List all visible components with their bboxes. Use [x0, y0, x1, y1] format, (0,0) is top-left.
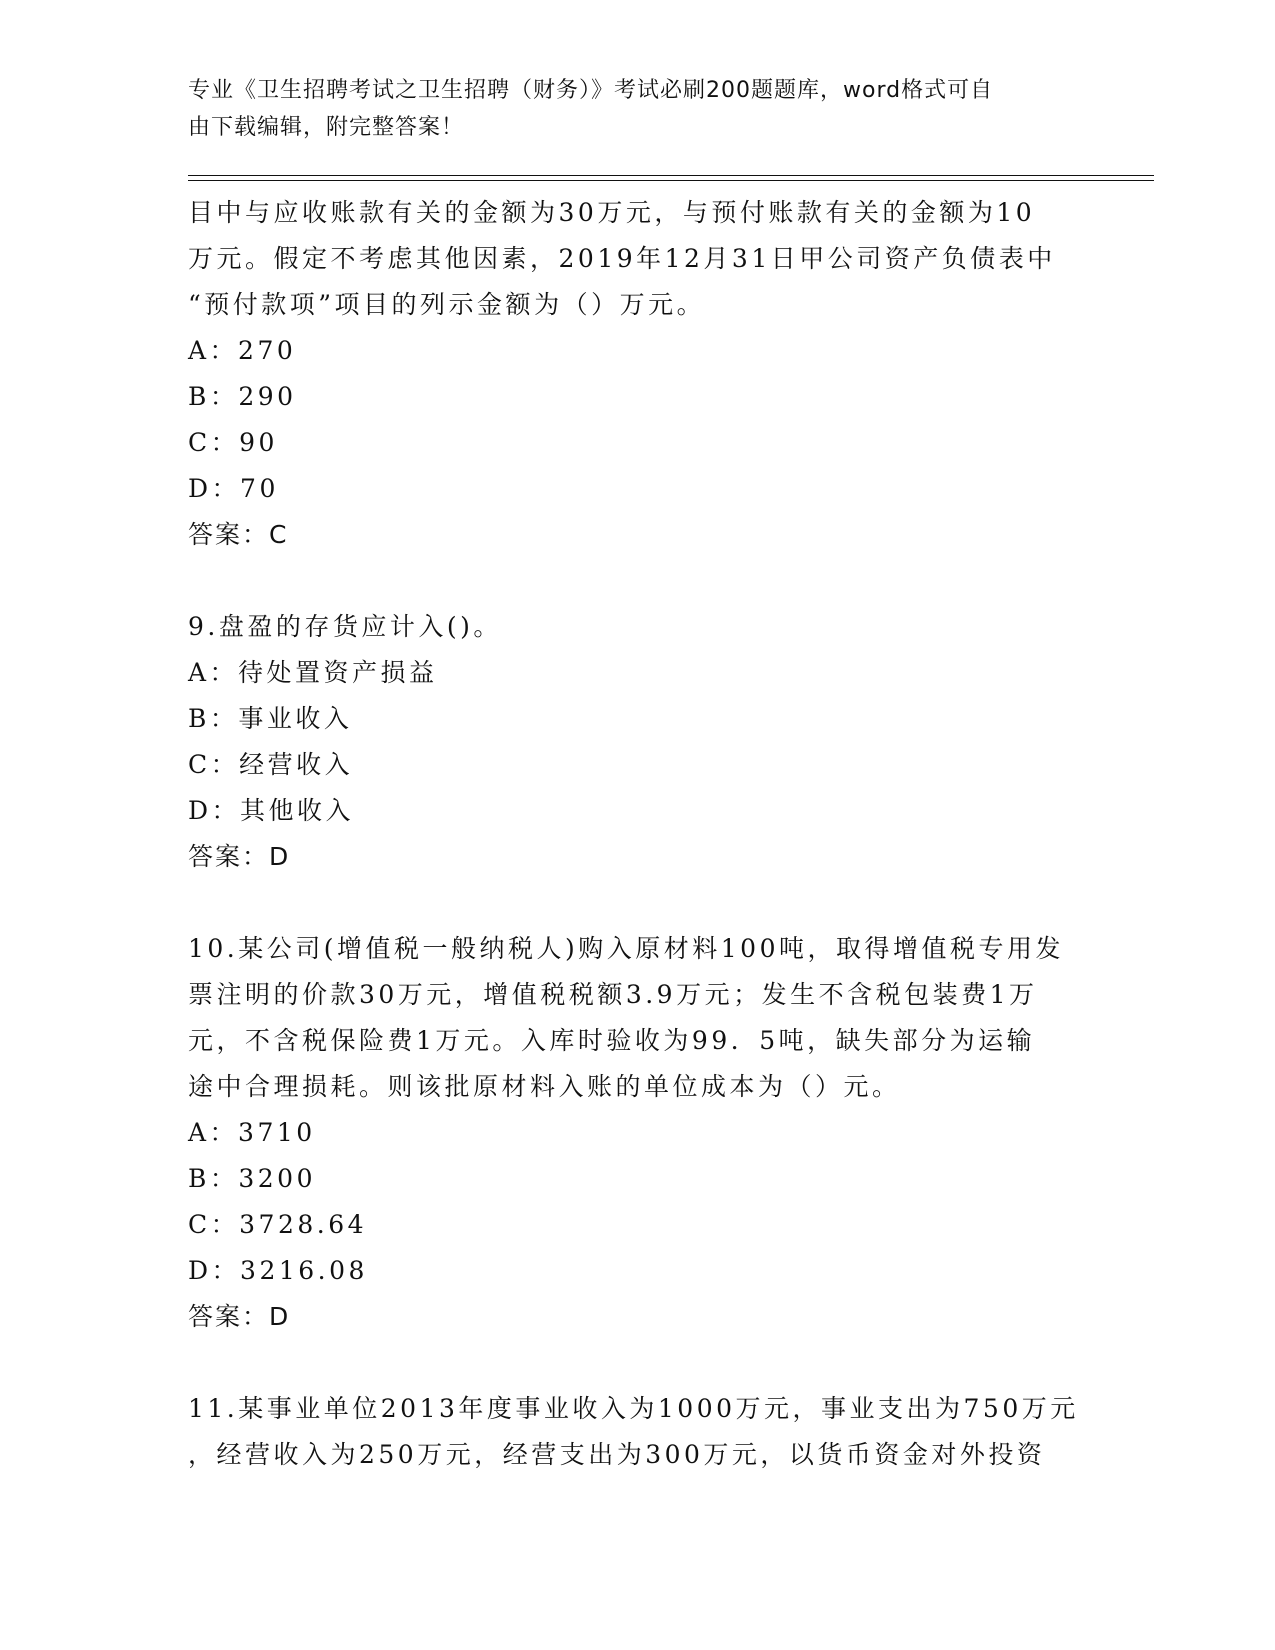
header-line-2: 由下载编辑，附完整答案！ [188, 115, 465, 140]
header-divider-bottom [188, 180, 1154, 181]
question-stem-line: 目中与应收账款有关的金额为30万元，与预付账款有关的金额为10 [188, 198, 1036, 227]
answer-label: 答案：C [188, 520, 289, 549]
answer-label: 答案：D [188, 842, 291, 871]
question-stem-line: 元，不含税保险费1万元。入库时验收为99．5吨，缺失部分为运输 [188, 1026, 1036, 1055]
question-10 [188, 926, 1088, 1340]
document-body [188, 190, 1088, 1478]
option-a: A：待处置资产损益 [188, 658, 438, 687]
option-d: D：3216.08 [188, 1256, 368, 1285]
header-line-1: 专业《卫生招聘考试之卫生招聘（财务）》考试必刷200题题库，word格式可自 [188, 78, 994, 103]
question-stem-line: ，经营收入为250万元，经营支出为300万元，以货币资金对外投资 [188, 1440, 1046, 1469]
header-divider-top [188, 175, 1154, 176]
spacer [188, 880, 1088, 926]
question-stem-line: 途中合理损耗。则该批原材料入账的单位成本为（）元。 [188, 1072, 901, 1101]
option-a: A：3710 [188, 1118, 316, 1147]
option-c: C：90 [188, 428, 278, 457]
option-a: A：270 [188, 336, 297, 365]
option-d: D：70 [188, 474, 279, 503]
option-d: D：其他收入 [188, 796, 355, 825]
option-b: B：290 [188, 382, 297, 411]
answer-label: 答案：D [188, 1302, 291, 1331]
question-9 [188, 604, 1088, 880]
question-stem-line: “预付款项”项目的列示金额为（）万元。 [188, 290, 706, 319]
option-c: C：经营收入 [188, 750, 354, 779]
spacer [188, 558, 1088, 604]
question-stem-line: 11.某事业单位2013年度事业收入为1000万元，事业支出为750万元 [188, 1394, 1079, 1423]
question-8 [188, 190, 1088, 558]
question-stem-line: 10.某公司(增值税一般纳税人)购入原材料100吨，取得增值税专用发 [188, 934, 1064, 963]
question-stem-line: 万元。假定不考虑其他因素，2019年12月31日甲公司资产负债表中 [188, 244, 1056, 273]
question-stem-line: 9.盘盈的存货应计入()。 [188, 612, 502, 641]
question-stem-line: 票注明的价款30万元，增值税税额3.9万元；发生不含税包装费1万 [188, 980, 1038, 1009]
question-11 [188, 1386, 1088, 1478]
option-b: B：3200 [188, 1164, 316, 1193]
document-header [188, 72, 1068, 146]
option-b: B：事业收入 [188, 704, 353, 733]
option-c: C：3728.64 [188, 1210, 368, 1239]
spacer [188, 1340, 1088, 1386]
